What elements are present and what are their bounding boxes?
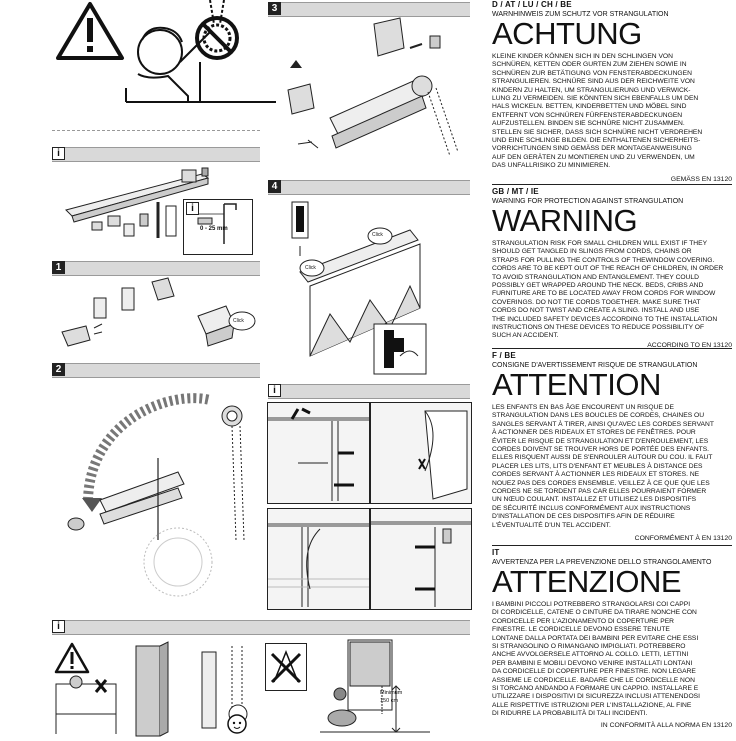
warning-section-de [492, 0, 732, 183]
gap-detail-box [183, 199, 253, 255]
section-body: KLEINE KINDER KÖNNEN SICH IN DEN SCHLINGEN VON SCHNÜREN, KETTEN ODER GURTEN ZUM ZIEHEN SOWIE IN SCHNÜREN ZUR BETÄTIGUNG VON FENSTERABDECKUNGEN STRANGULIEREN. SCHNÜRE SIND AUS DER REICHWEITE VON KINDERN ZU HALTEN, UM STRANGULIERUNG UND VERWICK- LUNG ZU VERMEIDEN. SIE KÖNNTEN SICH EBENFALLS UM DEN HALS WICKELN. BETTEN, KINDERBETTEN UND MÖBEL SIND ENTFERNT VON SCHNÜREN FÜRFENSTERABDECKUNGEN AUFZUSTELLEN. BINDEN SIE SCHNÜRE NICHT ZUSAMMEN. STELLEN SIE SICHER, DASS SICH SCHNÜRE NICHT VERDREHEN UND EINE SCHLINGE BILDEN. DIE ENTHALTENEN SICHERHEITS- VORRICHTUNGEN SIND GEMÄSS DER MONTAGEANWEISUNG AUF DEN GERÄTEN ZU MONTIEREN UND ZU VERWENDEN, UM DAS UNFALLRISIKO ZU MINIMIEREN. [492, 53, 703, 170]
step-1-bar [52, 261, 260, 276]
section-subtitle: WARNHINWEIS ZUM SCHUTZ VOR STRANGULATION [492, 11, 669, 18]
panel-c [267, 508, 370, 610]
info-icon: i [52, 147, 65, 160]
click-label: Click [233, 318, 244, 324]
minimum-value: 150 cm [380, 698, 399, 704]
panel-a [267, 402, 370, 504]
conformity-note: CONFORMÉMENT À EN 13120 [634, 535, 732, 543]
divider [492, 184, 732, 185]
info-bar [268, 384, 470, 399]
warning-section-fr [492, 351, 732, 542]
step-4-illustration [270, 196, 470, 376]
step-3-bar [268, 2, 470, 17]
section-body: STRANGULATION RISK FOR SMALL CHILDREN WILL EXIST IF THEY SHOULD GET TANGLED IN SLINGS FROM CORDS, CHAINS OR STRAPS FOR PULLING THE CONTROLS OF THEWINDOW COVERING. CORDS ARE TO BE KEPT OUT OF THE REACH OF CHILDREN, IN ORDER TO AVOID STRANGULATION AND ENTANGLEMENT. THEY COULD POSSIBLY GET WRAPPED AROUND THE NECK. BEDS, CRIBS AND FURNITURE ARE TO BE LOCATED AWAY FROM CORDS FOR WINDOW COVERINGS. DO NOT TIE CORDS TOGETHER. MAKE SURE THAT CORDS DO NOT TWIST AND CREATE A SLING. INSTALL AND USE THE INCLUDED SAFETY DEVICES ACCORDING TO THE INSTALLATION INSTRUCTIONS ON THESE DEVICES TO REDUCE POSSIBILITY OF SUCH AN ACCIDENT. [492, 240, 724, 340]
strangulation-warning-illustration [50, 0, 250, 120]
section-body: LES ENFANTS EN BAS ÂGE ENCOURENT UN RISQUE DE STRANGULATION DANS LES BOUCLES DE CORDES, CHAINES OU SANGLES SERVANT À TIRER, AINSI QU'AVEC LES CORDES SERVANT À ACTIONNER DES RIDEAUX ET STORES DE FENÊTRES. POUR ÉVITER LE RISQUE DE STRANGULATION ET D'ENROULEMENT, LES CORDES DOIVENT SE TROUVER HORS DE PORTÉE DES ENFANTS. ELLES RISQUENT AUSSI DE S'ENROULER AUTOUR DU COU. IL FAUT PLACER LES LITS, LITS D'ENFANT ET MEUBLES À DISTANCE DES CORDES SERVANT À ACTIONNER LES RIDEAUX ET STORES. NE NOUEZ PAS DES CORDES ENSEMBLE. VEILLEZ À CE QUE QUE LES CORDES NE SE TORDENT PAS CAR ELLES POURRAIENT FORMER UN NŒUD COULANT. INSTALLEZ ET UTILISEZ LES DISPOSITIFS DE SÉCURITÉ INCLUS CONFORMÉMENT AUX INSTRUCTIONS D'INSTALLATION DE CES DISPOSITIFS AFIN DE RÉDUIRE L'ÉVENTUALITÉ D'UN TEL ACCIDENT. [492, 404, 714, 529]
panel-b [370, 402, 472, 504]
language-code: D / AT / LU / CH / BE [492, 0, 572, 9]
click-label: Click [372, 232, 383, 238]
info-icon: i [268, 384, 281, 397]
separator [52, 130, 260, 131]
window-height-illustration [318, 638, 434, 736]
conformity-note: GEMÄSS EN 13120 [670, 175, 732, 183]
panel-d [370, 508, 472, 610]
language-code: IT [492, 548, 500, 557]
info-bar [52, 147, 260, 162]
baby-face-icon [225, 712, 249, 734]
section-subtitle: WARNING FOR PROTECTION AGAINST STRANGULATION [492, 198, 684, 205]
section-heading: ATTENTION [492, 367, 661, 402]
click-label: Click [305, 265, 316, 271]
step-4-bar [268, 180, 470, 195]
section-subtitle: CONSIGNE D'AVERTISSEMENT RISQUE DE STRANGULATION [492, 362, 698, 369]
minimum-label: Minimum [380, 690, 403, 696]
conformity-note: ACCORDING TO EN 13120 [647, 341, 732, 349]
info-bar [52, 620, 470, 635]
warning-section-it [492, 548, 732, 729]
divider [492, 545, 732, 546]
step-3-illustration [270, 18, 470, 168]
language-code: F / BE [492, 351, 516, 360]
info-icon: i [186, 202, 199, 215]
step-1-illustration [56, 276, 260, 356]
section-heading: ACHTUNG [492, 16, 642, 51]
section-heading: WARNING [492, 203, 638, 238]
section-body: I BAMBINI PICCOLI POTREBBERO STRANGOLARSI COI CAPPI DI CORDICELLE, CATENE O CINTURE DA TIRARE NONCHE CON CORDICELLE PER L'AZIONAMENTO DI COPERTURE PER FINESTRE. LE CORDICELLE DEVONO ESSERE TENUTE LONTANE DALLA PORTATA DEI BAMBINI PER EVITARE CHE ESSI SI STRANGOLINO O RIMANGANO IMPIGLIATI. POTREBBERO ANCHE AVVOLGERSELE ATTORNO AL COLLO. LETTI, LETTINI PER BAMBINI E MOBILI DEVONO VENIRE INSTALLATI LONTANI DA CORDICELLE DI COPERTURE PER FINESTRE. NON LEGARE ASSIEME LE CORDICELLE. BADARE CHE LE CORDICELLE NON SI TORCANO ANDANDO A FORMARE UN CAPPIO. INSTALLARE E UTILIZZARE I DISPOSITIVI DI SICUREZZA INCLUSI ATTENENDOSI ALLE RISPETTIVE ISTRUZIONI PER L'INSTALLAZIONE, AL FINE DI RIDURRE LA PROBABILITÀ DI TALI INCIDENTI. [492, 601, 700, 718]
conformity-note: IN CONFORMITÀ ALLA NORMA EN 13120 [600, 721, 732, 729]
info-icon: i [52, 620, 65, 633]
section-heading: ATTENZIONE [492, 564, 682, 599]
warning-section-gb [492, 187, 732, 349]
step-number: 4 [268, 180, 281, 193]
step-number: 3 [268, 2, 281, 15]
step-2-illustration [60, 380, 260, 600]
language-code: GB / MT / IE [492, 187, 539, 196]
step-number: 2 [52, 363, 65, 376]
step-2-bar [52, 363, 260, 378]
child-lock-box [265, 643, 307, 691]
gap-label: 0 - 25 mm [200, 226, 228, 232]
divider [492, 348, 732, 349]
section-subtitle: AVVERTENZA PER LA PREVENZIONE DELLO STRANGOLAMENTO [492, 559, 712, 566]
step-number: 1 [52, 261, 65, 274]
